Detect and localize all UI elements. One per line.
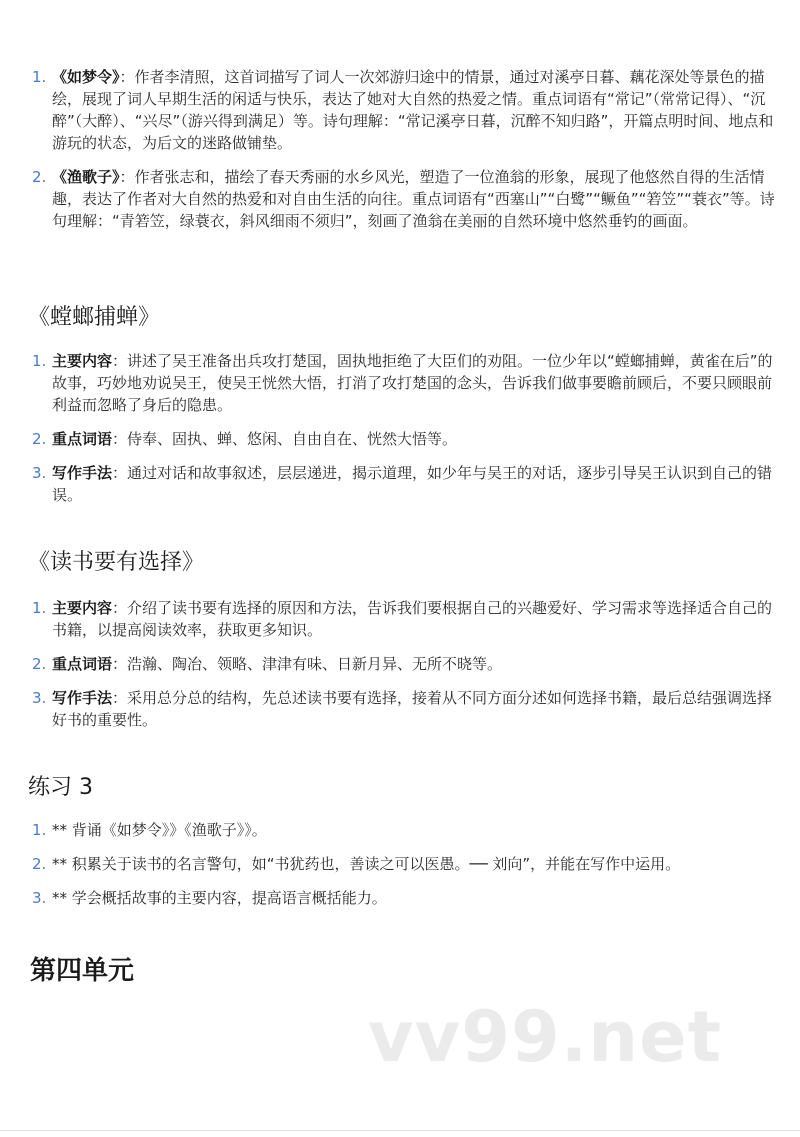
- list-number: 3.: [32, 689, 47, 707]
- list-number: 1.: [32, 68, 47, 86]
- list-number: 1.: [32, 352, 47, 370]
- list-number: 3.: [32, 464, 47, 482]
- section-heading: 《螳螂捕蝉》: [28, 305, 161, 330]
- list-number: 3.: [32, 889, 47, 907]
- item-text: ** 学会概括故事的主要内容，提高语言概括能力。: [52, 889, 387, 907]
- list-item: [0, 462, 800, 506]
- item-label: 主要内容: [52, 352, 113, 370]
- item-text: ：侍奉、固执、蝉、悠闲、自由自在、恍然大悟等。: [112, 430, 458, 448]
- poem-description: ：作者李清照，这首词描写了词人一次郊游归途中的情景，通过对溪亭日暮、藕花深处等景色的描绘，展现了词人早期生活的闲适与快乐，表达了她对大自然的热爱之情。重点词语有“常记”（常常记得）、“沉醉”（大醉）、“兴尽”（游兴得到满足）等。诗句理解：“常记溪亭日暮，沉醉不知归路”，开篇点明时间、地点和游玩的状态，为后文的迷路做铺垫。: [52, 68, 774, 152]
- item-label: 写作手法: [52, 689, 113, 707]
- list-number: 2.: [32, 430, 47, 448]
- poem-title: 《如梦令》: [52, 68, 120, 86]
- page-bottom-divider: [0, 1130, 800, 1131]
- list-item: [0, 66, 800, 154]
- poem-list: [0, 66, 800, 232]
- list-item: [0, 166, 800, 232]
- list-number: 1.: [32, 821, 47, 839]
- item-label: 主要内容: [52, 599, 113, 617]
- item-text: ：通过对话和故事叙述，层层递进，揭示道理，如少年与吴王的对话，逐步引导吴王认识到自己的错误。: [52, 464, 773, 504]
- list-item: [0, 428, 800, 450]
- item-text: ：介绍了读书要有选择的原因和方法，告诉我们要根据自己的兴趣爱好、学习需求等选择适合自己的书籍，以提高阅读效率，获取更多知识。: [52, 599, 773, 639]
- watermark: vv99.net: [368, 996, 723, 1078]
- item-text: ：采用总分总的结构，先总述读书要有选择，接着从不同方面分述如何选择书籍，最后总结强调选择好书的重要性。: [52, 689, 773, 729]
- exercise-list: [0, 819, 800, 909]
- list-item: [0, 887, 800, 909]
- list-item: [0, 597, 800, 641]
- list-number: 1.: [32, 599, 47, 617]
- list-item: [0, 819, 800, 841]
- section-heading: 练习 3: [28, 775, 93, 800]
- list-number: 2.: [32, 168, 47, 186]
- item-text: ：讲述了吴王准备出兵攻打楚国，固执地拒绝了大臣们的劝阻。一位少年以“螳螂捕蝉，黄雀在后”的故事，巧妙地劝说吴王，使吴王恍然大悟，打消了攻打楚国的念头，告诉我们做事要瞻前顾后，不要只顾眼前利益而忽略了身后的隐患。: [52, 352, 773, 414]
- section-list: [0, 350, 800, 506]
- item-label: 重点词语: [52, 655, 113, 673]
- unit-heading: 第四单元: [30, 956, 135, 986]
- poem-description: ：作者张志和，描绘了春天秀丽的水乡风光，塑造了一位渔翁的形象，展现了他悠然自得的生活情趣，表达了作者对大自然的热爱和对自由生活的向往。重点词语有“西塞山”“白鹭”“鳜鱼”“箬笠”“蓑衣”等。诗句理解：“青箬笠，绿蓑衣，斜风细雨不须归”，刻画了渔翁在美丽的自然环境中悠然垂钓的画面。: [52, 168, 775, 230]
- list-item: [0, 687, 800, 731]
- item-label: 重点词语: [52, 430, 113, 448]
- list-item: [0, 350, 800, 416]
- item-label: 写作手法: [52, 464, 113, 482]
- list-number: 2.: [32, 855, 47, 873]
- item-text: ** 积累关于读书的名言警句，如“书犹药也，善读之可以医愚。── 刘向”，并能在写作中运用。: [52, 855, 681, 873]
- list-item: [0, 653, 800, 675]
- list-number: 2.: [32, 655, 47, 673]
- item-text: ：浩瀚、陶冶、领略、津津有味、日新月异、无所不晓等。: [112, 655, 503, 673]
- section-list: [0, 597, 800, 731]
- item-text: ** 背诵《如梦令》》《渔歌子》》。: [52, 821, 267, 839]
- poem-title: 《渔歌子》: [52, 168, 120, 186]
- list-item: [0, 853, 800, 875]
- section-heading: 《读书要有选择》: [28, 550, 205, 575]
